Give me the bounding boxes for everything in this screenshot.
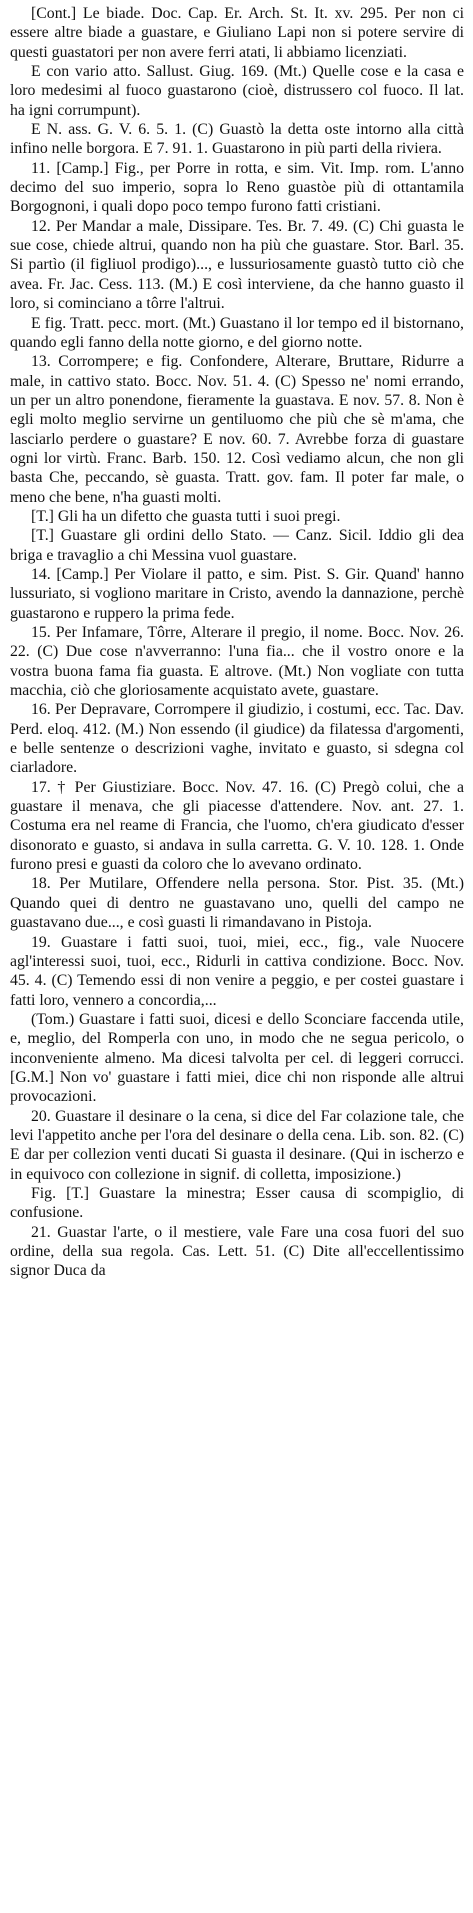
entry-paragraph: 14. [Camp.] Per Violare il patto, e sim. Pist. S. Gir. Quand' hanno lussuriato, si vogliono maritare in Cristo, avendo la dannazione, perchè guastarono e ruppero la prima fede. xyxy=(10,565,464,622)
entry-paragraph: [T.] Guastare gli ordini dello Stato. — Canz. Sicil. Iddio gli dea briga e travaglio a chi Messina vuol guastare. xyxy=(10,527,464,564)
entry-paragraph: 20. Guastare il desinare o la cena, si dice del Far colazione tale, che levi l'appetito anche per l'ora del desinare o della cena. Lib. son. 82. (C) E dar per collezion venti ducati Si guasta il desinare. (Qui in ischerzo e in equivoco con collezione in signif. di colletta, imposizione.) xyxy=(10,1107,464,1183)
entry-paragraph: 15. Per Infamare, Tôrre, Alterare il pregio, il nome. Bocc. Nov. 26. 22. (C) Due cose n'avverranno: l'una fia... che il vostro onore e la vostra buona fama fia guasta. E altrove. (Mt.) Non vogliate con tutta macchia, ciò che gloriosamente acquistato avete, guastare. xyxy=(10,624,464,700)
entry-paragraph: 18. Per Mutilare, Offendere nella persona. Stor. Pist. 35. (Mt.) Quando quei di dentro ne guastavano uno, quelli del campo ne guastavano due..., e così guasti li rimandavano in Pistoja. xyxy=(10,875,464,932)
entry-paragraph: E con vario atto. Sallust. Giug. 169. (Mt.) Quelle cose e la casa e loro medesimi al fuoco guastarono (cioè, distrussero col fuoco. Il lat. ha igni corrumpunt). xyxy=(10,63,464,119)
entry-paragraph: 21. Guastar l'arte, o il mestiere, vale Fare una cosa fuori del suo ordine, della sua regola. Cas. Lett. 51. (C) Dite all'eccellentissimo signor Duca da xyxy=(10,1223,464,1280)
entry-paragraph: [T.] Gli ha un difetto che guasta tutti i suoi pregi. xyxy=(31,507,341,525)
entry-paragraph: 11. [Camp.] Fig., per Porre in rotta, e sim. Vit. Imp. rom. L'anno decimo del suo imperio, sopra lo Reno guastòe più di ottantamila Borgognoni, i quali dopo poco tempo furono fatti cristiani. xyxy=(10,159,464,216)
entry-paragraph: 13. Corrompere; e fig. Confondere, Alterare, Bruttare, Ridurre a male, in cattivo stato. Bocc. Nov. 51. 4. (C) Spesso ne' nomi errando, un per un altro ponendone, fieramente la guastava. E nov. 57. 8. Non è egli molto meglio servirne un gentiluomo che più che sè m'ama, che lasciarlo perdere o guastare? E nov. 60. 7. Avrebbe forza di guastare ogni lor virtù. Franc. Barb. 150. 12. Così vediamo alcun, che non gli basta Che, peccando, sè guasta. Tratt. gov. fam. Il poter far male, o meno che bene, n'ha guasti molti. xyxy=(10,353,464,506)
entry-paragraph: 19. Guastare i fatti suoi, tuoi, miei, ecc., fig., vale Nuocere agl'interessi suoi, tuoi, ecc., Ridurli in cattiva condizione. Bocc. Nov. 45. 4. (C) Temendo essi di non venire a peggio, e per costei guastare i fatti loro, vennero a concordia,... xyxy=(10,933,464,1009)
dictionary-column xyxy=(10,4,464,1281)
entry-paragraph: E fig. Tratt. pecc. mort. (Mt.) Guastano il lor tempo ed il bistornano, quando egli fanno della notte giorno, e del giorno notte. xyxy=(10,314,464,351)
entry-paragraph: [Cont.] Le biade. Doc. Cap. Er. Arch. St. It. xv. 295. Per non ci essere altre biade a guastare, e Giuliano Lapi non si potere servire di questi guastatori per non avere ferri atati, li abbiamo licenziati. xyxy=(10,5,464,61)
entry-paragraph: E N. ass. G. V. 6. 5. 1. (C) Guastò la detta oste intorno alla città infino nelle borgora. E 7. 91. 1. Guastarono in più parti della riviera. xyxy=(10,121,464,158)
entry-paragraph: (Tom.) Guastare i fatti suoi, dicesi e dello Sconciare faccenda utile, e, meglio, del Romperla con uno, in modo che ne segua pericolo, o inconveniente almeno. Ma dicesi talvolta per cel. di leggeri corrucci. [G.M.] Non vo' guastare i fatti miei, dice chi non risponde alle altrui provocazioni. xyxy=(10,1010,464,1106)
entry-paragraph: 17. † Per Giustiziare. Bocc. Nov. 47. 16. (C) Pregò colui, che a guastare il menava, che gli piacesse d'attendere. Nov. ant. 27. 1. Costuma era nel reame di Francia, che l'uomo, ch'era giudicato d'esser disonorato e guasto, si andava in sulla carretta. G. V. 10. 128. 1. Onde furono presi e guasti da coloro che lo avevano ordinato. xyxy=(10,778,464,874)
entry-paragraph: 12. Per Mandar a male, Dissipare. Tes. Br. 7. 49. (C) Chi guasta le sue cose, chiede altrui, quando non ha più che guastare. Stor. Barl. 35. Si partìo (il figliuol prodigo)..., e lussuriosamente guastò tutto ciò che avea. Fr. Jac. Cess. 113. (M.) E così interviene, da che hanno guasto il loro, si cominciano a tôrre l'altrui. xyxy=(10,217,464,313)
entry-paragraph: 16. Per Depravare, Corrompere il giudizio, i costumi, ecc. Tac. Dav. Perd. eloq. 412. (M.) Non essendo (il giudice) da filatessa d'argomenti, e belle sentenze o descrizioni vaghe, invitato e guasto, si sdegna col ciarladore. xyxy=(10,701,464,777)
entry-paragraph: Fig. [T.] Guastare la minestra; Esser causa di scompiglio, di confusione. xyxy=(10,1184,464,1222)
